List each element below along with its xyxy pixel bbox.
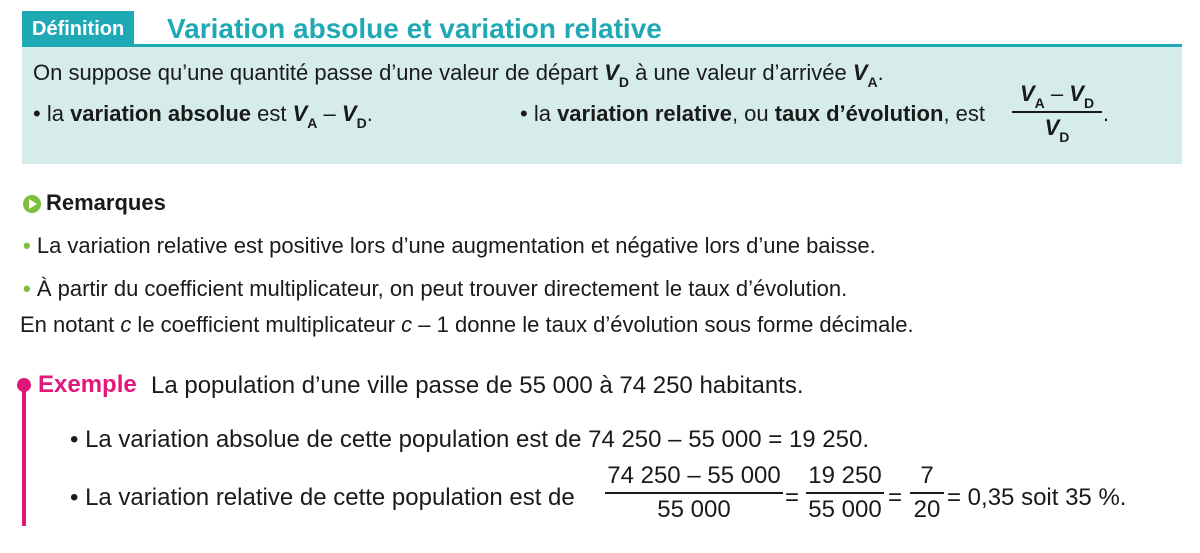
fraction-numerator: $V_A - V_D$ [1019, 81, 1095, 111]
fraction-denominator: 55 000 [657, 496, 731, 523]
example-line-relative: • La variation relative de cette population est de [70, 484, 575, 511]
definition-final-period: . [1103, 101, 1110, 126]
definition-title: Variation absolue et variation relative [167, 13, 662, 44]
fraction-bar [806, 492, 884, 494]
definition-tag: Définition [22, 11, 134, 47]
remarks-title: Remarques [46, 190, 166, 215]
definition-bullet-absolute: • la variation absolue est $V_A - V_D$. [33, 101, 373, 131]
fraction-denominator: 20 [913, 496, 941, 523]
example-result: = 0,35 soit 35 %. [947, 484, 1127, 511]
example-line [22, 384, 26, 526]
example-line-absolute: • La variation absolue de cette population est de 74 250 – 55 000 = 19 250. [70, 426, 870, 453]
remark-item-1: • La variation relative est positive lors d’une augmentation et négative lors d’une baisse. [23, 233, 876, 258]
fraction-bar [910, 492, 944, 494]
fraction-bar [605, 492, 783, 494]
equals-sign: = [888, 484, 903, 511]
remark-item-3: En notant c le coefficient multiplicateur c – 1 donne le taux d’évolution sous forme décimale. [20, 312, 914, 337]
equals-sign: = [785, 484, 800, 511]
definition-relative-fraction [1012, 81, 1102, 143]
fraction-bar [1012, 111, 1102, 113]
remark-item-2: • À partir du coefficient multiplicateur, on peut trouver directement le taux d’évolution. [23, 276, 848, 301]
fraction-denominator: 55 000 [808, 496, 882, 523]
definition-intro: On suppose qu’une quantité passe d’une valeur de départ $V_D$ à une valeur d’arrivée $V_A$. [33, 60, 884, 90]
example-fraction-2 [806, 462, 884, 524]
definition-bullet-relative: • la variation relative, ou taux d’évolution, est [520, 101, 986, 126]
example-fraction-3 [910, 462, 944, 524]
fraction-numerator: 74 250 – 55 000 [607, 462, 781, 489]
fraction-numerator: 19 250 [808, 462, 882, 489]
fraction-denominator: $V_D$ [1044, 115, 1070, 145]
fraction-numerator: 7 [920, 462, 934, 489]
example-intro: La population d’une ville passe de 55 000 à 74 250 habitants. [151, 372, 804, 399]
example-label: Exemple [38, 371, 137, 398]
example-fraction-1 [605, 462, 783, 524]
play-arrow-icon [23, 195, 41, 213]
example-dot [17, 378, 31, 392]
